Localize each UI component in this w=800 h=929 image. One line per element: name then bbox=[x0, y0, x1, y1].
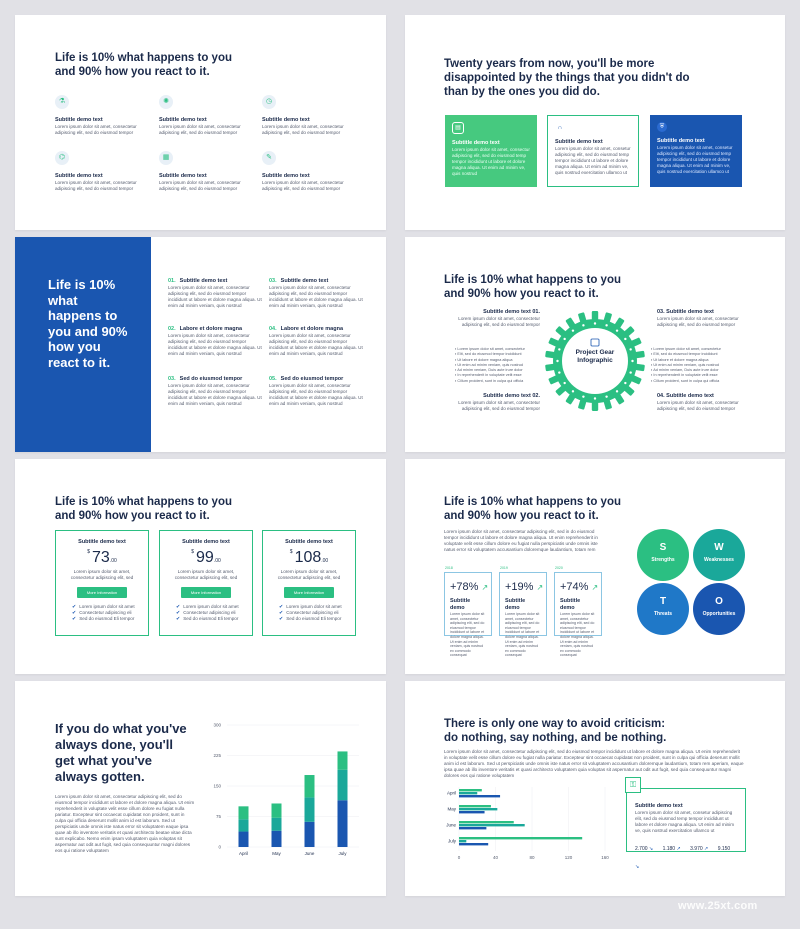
plan-heading: Subtitle demo text bbox=[285, 539, 333, 545]
bar-segment bbox=[239, 819, 249, 831]
title-line: and 90% how you react to it. bbox=[444, 288, 599, 300]
item-number: 03. bbox=[168, 376, 176, 382]
stat-card bbox=[444, 566, 492, 658]
gear-rivet bbox=[616, 390, 618, 392]
gear-list-item: ▪ Ad minim veniam, Duis aute irure dolor bbox=[455, 368, 523, 373]
kpi-number: 1.180 bbox=[662, 846, 676, 852]
check-icon: ✔ bbox=[72, 610, 77, 616]
swot-opportunities bbox=[693, 583, 745, 635]
feature-body: Lorem ipsum dolor sit amet, consectetur adipiscing elit, sed do eiusmod tempor bbox=[159, 124, 241, 135]
gear-rivet bbox=[558, 371, 560, 373]
label-body: Lorem ipsum dolor sit amet, consectetur adipiscing elit, sed do eiusmod tempor bbox=[657, 400, 739, 411]
swot-word: Threats bbox=[653, 611, 673, 617]
gear-rivet bbox=[616, 329, 618, 331]
bar-segment bbox=[338, 751, 348, 769]
plan-features bbox=[72, 604, 148, 622]
numbered-item bbox=[168, 376, 263, 407]
x-tick-label: 120 bbox=[564, 855, 573, 860]
feature-text: Lorem ipsum dolor sit amet bbox=[183, 604, 239, 609]
plan-price: 108 bbox=[294, 549, 322, 566]
bar bbox=[459, 795, 500, 797]
bar bbox=[459, 811, 485, 813]
bar-segment bbox=[305, 797, 315, 821]
swot-word: Weaknesses bbox=[704, 557, 734, 563]
gear-rivet bbox=[572, 329, 574, 331]
item-number: 04. bbox=[269, 326, 277, 332]
slide-7-title bbox=[55, 721, 187, 785]
stat-heading: Subtitle demo bbox=[450, 598, 471, 611]
slide-2-title bbox=[444, 57, 690, 99]
swot-letter: W bbox=[714, 542, 724, 553]
x-tick-label: 160 bbox=[601, 855, 609, 860]
y-tick-label: 0 bbox=[218, 844, 221, 850]
plan-price: 73 bbox=[92, 549, 110, 566]
feature-body: Lorem ipsum dolor sit amet, consectetur adipiscing elit, sed do eiusmod tempor bbox=[262, 180, 344, 191]
bar bbox=[459, 789, 482, 791]
stat-heading: Subtitle demo bbox=[505, 598, 526, 611]
bar bbox=[459, 821, 514, 823]
gear-list-item: ▪ Ut enim ad minim veniam, quis nostrud bbox=[455, 362, 524, 367]
title-line: do nothing, say nothing, and be nothing. bbox=[444, 732, 667, 744]
feature-item bbox=[262, 95, 362, 136]
swot-letter: S bbox=[659, 542, 667, 553]
gear-rivet bbox=[572, 390, 574, 392]
bar-segment bbox=[239, 806, 249, 819]
y-tick-label: 150 bbox=[213, 783, 221, 789]
check-icon: ✔ bbox=[279, 604, 284, 610]
plan-currency: $ bbox=[191, 549, 195, 555]
gear-rivet bbox=[624, 382, 626, 384]
kpi-number: 3.970 bbox=[690, 846, 703, 852]
slide-8-title bbox=[444, 717, 666, 745]
slide-7[interactable] bbox=[15, 681, 386, 896]
item-body: Lorem ipsum dolor sit amet, consectetur adipiscing elit, sed do eiusmod tempor incididunt ut labore et dolore magna aliqua. Ut enim ad minim veniam, quis nostrud bbox=[168, 383, 262, 406]
bar-segment bbox=[272, 803, 282, 817]
box-body: Lorem ipsum dolor sit amet, consetur adipiscing elit, sed do eiusmod temp tempor incididunt ut labore et dolore magna aliqua. Ut enim ad minim ve, quis nostrud exercitation ullamco ut bbox=[657, 145, 733, 174]
bar-segment bbox=[305, 822, 315, 847]
panel-quote: Life is 10% what happens to you and 90% how you react to it. bbox=[48, 277, 128, 370]
bar bbox=[459, 843, 488, 845]
slide-2[interactable] bbox=[405, 15, 785, 230]
plan-heading: Subtitle demo text bbox=[78, 539, 126, 545]
bar-segment bbox=[239, 832, 249, 847]
x-tick-label: 40 bbox=[492, 855, 499, 860]
stat-percent: +19% bbox=[505, 581, 534, 593]
feature-heading: Subtitle demo text bbox=[159, 117, 207, 123]
virus-icon: ✺ bbox=[159, 95, 173, 109]
plan-desc: Lorem ipsum dolor sit amet, consectetur adipiscing elit, sed bbox=[70, 569, 134, 580]
bar bbox=[459, 808, 497, 810]
feature-item bbox=[55, 151, 155, 192]
more-information-button[interactable]: More Information bbox=[284, 587, 334, 598]
feature-heading: Subtitle demo text bbox=[262, 173, 310, 179]
feature-heading: Subtitle demo text bbox=[55, 173, 103, 179]
item-body: Lorem ipsum dolor sit amet, consectetur adipiscing elit, sed do eiusmod tempor incididunt ut labore et dolore magna aliqua. Ut enim ad minim veniam, quis nostrud bbox=[269, 285, 363, 308]
title-line: Life is 10% what happens to you bbox=[55, 496, 233, 508]
box-body: Lorem ipsum dolor sit amet, consetur adipiscing elit, sed do eiusmod temp tempor incididunt ut labore et dolore magna aliqua. Ut enim ad minim ve, quis nostrud exercitation ullamco ut bbox=[635, 810, 735, 833]
y-tick-label: June bbox=[446, 822, 456, 828]
slide-4-title bbox=[444, 273, 621, 301]
intro-text: Lorem ipsum dolor sit amet, consectetur adipiscing elit, sed do eiusmod tempor incididunt ut labore et dolore magna aliqua. Ut enim reprehenderit in voluptate velit esse cillum dolore eu fugiat nulla pariatur. Excepteur sint occaecat cupidatat non proident, sunt in culpa qui officia deserunt mollit anim id est laborum. Sed ut perspiciatis unde omnis iste natus error sit voluptatem accusantium doloremque laudantium, totam rem aperiam, eaque ipsa quae ab illo inventore veritatis et quasi architecto voluptatem quia voluptas sit aspernatur aut odit aut fugit, sed quia consequuntur magni dolores eos qui ratione voluptatem bbox=[444, 749, 744, 778]
horizontal-bar-chart bbox=[437, 785, 609, 865]
feature-text: Consectetur adipiscing eli bbox=[183, 610, 236, 615]
label-body: Lorem ipsum dolor sit amet, consectetur adipiscing elit, sed do eiusmod tempor bbox=[458, 316, 540, 327]
kpi-value bbox=[635, 846, 653, 852]
check-icon: ✔ bbox=[279, 616, 284, 622]
numbered-item bbox=[269, 326, 364, 357]
label-body: Lorem ipsum dolor sit amet, consectetur adipiscing elit, sed do eiusmod tempor bbox=[657, 316, 739, 327]
item-number: 05. bbox=[269, 376, 277, 382]
shield-icon: ⛨ bbox=[657, 122, 667, 132]
title-line: If you do what you've bbox=[55, 721, 187, 736]
slide-4[interactable] bbox=[405, 237, 785, 452]
stat-body: Lorem ipsum dolor sit amet, consectetur adipiscing elit, sed do eiusmod tempor incididunt ut labore et dolore magna aliqua. Ut enim ad minim veniam, quis nostrud ex commodo consequat bbox=[505, 612, 540, 658]
gear-list-item: ▪ In reprehenderit in voluptate velit esse bbox=[651, 373, 718, 378]
y-tick-label: July bbox=[447, 838, 456, 844]
x-tick-label: June bbox=[304, 851, 315, 856]
stat-percent: +78% bbox=[450, 581, 479, 593]
gear-list-item: ▪ Ut labore et dolore magna aliqua bbox=[651, 357, 709, 362]
item-number: 02. bbox=[168, 326, 176, 332]
box-body: Lorem ipsum dolor sit amet, consetur adipiscing elit, sed do eiusmod temp tempor incididunt ut labore et dolore magna aliqua. Ut enim ad minim ve, quis nostrud exercitation ullamco ut bbox=[555, 146, 631, 175]
item-heading: Labore et dolore magna bbox=[179, 326, 243, 332]
gear-list-item: ▪ Lorem ipsum dolor sit amet, consectetur bbox=[651, 347, 721, 351]
key-icon: ⚿ bbox=[625, 777, 641, 793]
arrow-down-right-icon: ↘ bbox=[648, 846, 654, 852]
swot-weaknesses bbox=[693, 529, 745, 581]
feature-text: Sed do eiusmod Eli tempor bbox=[183, 616, 239, 621]
swot-word: Strengths bbox=[651, 557, 675, 563]
plan-heading: Subtitle demo text bbox=[182, 539, 230, 545]
title-line: always gotten. bbox=[55, 769, 145, 784]
gear-list-item: ▪ Ad minim veniam, Duis aute irure dolor bbox=[651, 368, 719, 373]
feature-item bbox=[262, 151, 362, 192]
item-body: Lorem ipsum dolor sit amet, consectetur adipiscing elit, sed do eiusmod tempor incididunt ut labore et dolore magna aliqua. Ut enim ad minim veniam, quis nostrud bbox=[269, 333, 363, 356]
gear-rivet bbox=[624, 338, 626, 340]
x-tick-label: 80 bbox=[529, 855, 535, 860]
gear-right-list bbox=[651, 347, 736, 384]
box-heading: Subtitle demo text bbox=[555, 139, 603, 145]
arrow-up-right-icon: ↗ bbox=[591, 583, 599, 592]
plan-currency: $ bbox=[289, 549, 293, 555]
feature-body: Lorem ipsum dolor sit amet, consectetur adipiscing elit, sed do eiusmod tempor bbox=[262, 124, 344, 135]
feature-body: Lorem ipsum dolor sit amet, consectetur adipiscing elit, sed do eiusmod tempor bbox=[159, 180, 241, 191]
title-line: than by the ones you did do. bbox=[444, 86, 600, 98]
bar bbox=[459, 792, 477, 794]
item-body: Lorem ipsum dolor sit amet, consectetur adipiscing elit, sed do eiusmod tempor incididunt ut labore et dolore magna aliqua. Ut enim ad minim veniam, quis nostrud bbox=[168, 285, 262, 308]
feature-text: Sed do eiusmod Eli tempor bbox=[79, 616, 135, 621]
stat-card bbox=[554, 566, 602, 658]
title-line: There is only one way to avoid criticism: bbox=[444, 718, 666, 730]
plan-price: 99 bbox=[196, 549, 214, 566]
slide-1-title bbox=[55, 51, 232, 79]
feature-body: Lorem ipsum dolor sit amet, consectetur adipiscing elit, sed do eiusmod tempor bbox=[55, 124, 137, 135]
arrow-down-right-icon: ↘ bbox=[635, 864, 640, 870]
gear-center-label bbox=[545, 349, 645, 365]
building-icon: ▦ bbox=[159, 151, 173, 165]
plan-cents: .00 bbox=[109, 558, 117, 564]
title-line: Twenty years from now, you'll be more bbox=[444, 58, 655, 70]
check-icon: ✔ bbox=[72, 616, 77, 622]
plan-feature bbox=[72, 616, 148, 622]
gear-list-item: ▪ Ut enim ad minim veniam, quis nostrud bbox=[651, 362, 720, 367]
kpi-row bbox=[635, 837, 737, 873]
bar-segment bbox=[338, 800, 348, 847]
more-information-button[interactable]: More Information bbox=[181, 587, 231, 598]
kpi-number: 9.150 bbox=[717, 846, 731, 852]
item-number: 03. bbox=[269, 278, 277, 284]
title-line: Life is 10% what happens to you bbox=[444, 496, 622, 508]
item-heading: Labore et dolore magna bbox=[280, 326, 344, 332]
center-line: Project Gear bbox=[575, 349, 615, 356]
swot-threats bbox=[637, 583, 689, 635]
y-tick-label: April bbox=[446, 790, 456, 796]
check-icon: ✔ bbox=[176, 616, 181, 622]
title-line: Life is 10% what happens to you bbox=[444, 274, 622, 286]
gear-list-item: ▪ Cillum proident, sunt in culpa qui officia bbox=[455, 378, 524, 383]
gear-rivet bbox=[582, 324, 584, 326]
microscope-icon: ⌬ bbox=[55, 151, 69, 165]
x-tick-label: July bbox=[338, 851, 347, 856]
arrow-up-right-icon: ↗ bbox=[481, 583, 489, 592]
item-heading: Sed do eiusmod tempor bbox=[179, 376, 243, 382]
bar bbox=[459, 827, 486, 829]
gear-rivet bbox=[594, 322, 596, 324]
gear-left-list bbox=[455, 347, 540, 384]
x-tick-label: May bbox=[272, 851, 281, 856]
feature-heading: Subtitle demo text bbox=[55, 117, 103, 123]
title-line: always done, you'll bbox=[55, 737, 173, 752]
gear-list-item: ▪ Ut labore et dolore magna aliqua bbox=[455, 357, 513, 362]
gear-list-item: ▪ Cillum proident, sunt in culpa qui officia bbox=[651, 378, 720, 383]
numbered-item bbox=[168, 278, 263, 309]
stat-year: 2018 bbox=[445, 566, 453, 570]
slide-8[interactable] bbox=[405, 681, 785, 896]
flask-icon: ⚗ bbox=[55, 95, 69, 109]
feature-box-blue bbox=[650, 115, 742, 187]
item-heading: Sed do eiusmod tempor bbox=[280, 376, 344, 382]
item-heading: Subtitle demo text bbox=[179, 278, 228, 284]
kpi-value bbox=[690, 846, 708, 852]
kpi-number: 2.700 bbox=[635, 846, 648, 852]
title-line: get what you've bbox=[55, 753, 152, 768]
gear-list-item: ▪ In reprehenderit in voluptate velit esse bbox=[455, 373, 522, 378]
magnet-icon: ∩ bbox=[557, 125, 563, 131]
bar-segment bbox=[338, 770, 348, 801]
gear-graphic bbox=[545, 311, 645, 411]
x-tick-label: April bbox=[238, 851, 249, 856]
gear-tooth bbox=[592, 402, 598, 411]
blue-panel bbox=[15, 237, 151, 452]
feature-item bbox=[55, 95, 155, 136]
item-heading: Subtitle demo text bbox=[280, 278, 329, 284]
slide-1[interactable] bbox=[15, 15, 386, 230]
pricing-card bbox=[159, 530, 253, 636]
feature-body: Lorem ipsum dolor sit amet, consectetur adipiscing elit, sed do eiusmod tempor bbox=[55, 180, 137, 191]
swot-letter: T bbox=[659, 596, 667, 607]
watermark: www.25xt.com bbox=[678, 900, 758, 912]
gear-rivet bbox=[594, 397, 596, 399]
feature-item bbox=[159, 151, 259, 192]
box-heading: Subtitle demo text bbox=[452, 140, 500, 146]
clipboard-icon: ▤ bbox=[452, 122, 464, 134]
plan-cents: .00 bbox=[321, 558, 329, 564]
box-heading: Subtitle demo text bbox=[635, 803, 683, 809]
arrow-up-right-icon: ↗ bbox=[704, 846, 709, 852]
slide-3[interactable] bbox=[15, 237, 386, 452]
label-heading: 03. Subtitle demo text bbox=[657, 309, 714, 315]
stopwatch-icon: ◷ bbox=[262, 95, 276, 109]
plan-desc: Lorem ipsum dolor sit amet, consectetur adipiscing elit, sed bbox=[277, 569, 341, 580]
box-heading: Subtitle demo text bbox=[657, 138, 705, 144]
bar-segment bbox=[272, 818, 282, 831]
title-line: and 90% how you react to it. bbox=[55, 510, 210, 522]
bar-segment bbox=[305, 775, 315, 797]
swot-word: Opportunities bbox=[702, 611, 736, 617]
stat-year: 2019 bbox=[500, 566, 508, 570]
y-tick-label: 300 bbox=[213, 722, 221, 728]
bar bbox=[459, 824, 525, 826]
label-heading: Subtitle demo text 02. bbox=[483, 393, 540, 399]
stat-body: Lorem ipsum dolor sit amet, consectetur adipiscing elit, sed do eiusmod tempor incididunt ut labore et dolore magna aliqua. Ut enim ad minim veniam, quis nostrud ex commodo consequat bbox=[560, 612, 595, 658]
item-number: 01. bbox=[168, 278, 176, 284]
feature-heading: Subtitle demo text bbox=[159, 173, 207, 179]
gear-rivet bbox=[563, 338, 565, 340]
more-information-button[interactable]: More Information bbox=[77, 587, 127, 598]
label-heading: Subtitle demo text 01. bbox=[483, 309, 540, 315]
check-icon: ✔ bbox=[72, 604, 77, 610]
plan-feature bbox=[279, 616, 355, 622]
pricing-card bbox=[55, 530, 149, 636]
numbered-item bbox=[168, 326, 263, 357]
numbered-item bbox=[269, 278, 364, 309]
slide-5[interactable] bbox=[15, 459, 386, 674]
feature-text: Lorem ipsum dolor sit amet bbox=[79, 604, 135, 609]
swot-strengths bbox=[637, 529, 689, 581]
gear-rivet bbox=[563, 382, 565, 384]
y-tick-label: 225 bbox=[213, 753, 221, 759]
plan-currency: $ bbox=[87, 549, 91, 555]
x-tick-label: 0 bbox=[457, 855, 461, 860]
check-icon: ✔ bbox=[176, 610, 181, 616]
gear-list-item: ▪ Elit, sed do eiusmod tempor incididunt bbox=[651, 352, 718, 357]
plan-desc: Lorem ipsum dolor sit amet, consectetur adipiscing elit, sed bbox=[174, 569, 238, 580]
bar bbox=[459, 805, 491, 807]
arrow-up-right-icon: ↗ bbox=[676, 846, 681, 852]
label-heading: 04. Subtitle demo text bbox=[657, 393, 714, 399]
title-line: disappointed by the things that you didn't do bbox=[444, 72, 690, 84]
feature-box-green bbox=[445, 115, 537, 187]
kpi-value bbox=[663, 846, 681, 852]
title-line: and 90% how you react to it. bbox=[444, 510, 599, 522]
slide-6-title bbox=[444, 495, 621, 523]
bar bbox=[459, 837, 582, 839]
tools-icon: ✎ bbox=[262, 151, 276, 165]
kpi-box bbox=[626, 780, 746, 870]
slide-6[interactable] bbox=[405, 459, 785, 674]
title-line: and 90% how you react to it. bbox=[55, 66, 210, 78]
pricing-card bbox=[262, 530, 356, 636]
bar bbox=[459, 840, 466, 842]
intro-text: Lorem ipsum dolor sit amet, consectetur adipiscing elit, sed in do eiusmod tempor incididunt ut labore et dolore magna aliqua. Ut enim reprehenderit in voluptate velit esse cillum dolore eu fugiat nulla perspiciatis unde omnis iste natus error sit voluptatem accusantium doloremque laudantium, totam rem bbox=[444, 529, 598, 552]
feature-text: Lorem ipsum dolor sit amet bbox=[286, 604, 342, 609]
stacked-bar-chart bbox=[203, 719, 363, 861]
stat-heading: Subtitle demo bbox=[560, 598, 581, 611]
plan-feature bbox=[176, 616, 252, 622]
gear-rivet bbox=[605, 395, 607, 397]
body-text: Lorem ipsum dolor sit amet, consectetur adipiscing elit, sed do eiusmod tempor incididunt ut labore et dolore magna aliqua. Ut enim reprehenderit in voluptate velit esse cillum dolore eu fugiat nulla pariatur. Excepteur sint occaecat cupidatat non proident, sunt in culpa qui officia deserunt mollit anim id est laborum. Sed ut perspiciatis unde omnis iste natus error sit voluptatem eaque ipsa quae ab illo inventore veritatis et quasi architecto beatae vitae dicta sunt explicabo. Nemo enim ipsam voluptatem quia voluptas sit aspernatur aut odit aut fugit, sed quia consequuntur magni dolores eos qui ratione voluptatem bbox=[55, 794, 195, 853]
check-icon: ✔ bbox=[176, 604, 181, 610]
swot-letter: O bbox=[715, 596, 723, 607]
gear-rivet bbox=[582, 395, 584, 397]
plan-features bbox=[279, 604, 355, 622]
title-line: Life is 10% what happens to you bbox=[55, 52, 233, 64]
feature-heading: Subtitle demo text bbox=[262, 117, 310, 123]
slide-5-title bbox=[55, 495, 232, 523]
feature-text: Consectetur adipiscing eli bbox=[286, 610, 339, 615]
bar-segment bbox=[272, 831, 282, 847]
box-body: Lorem ipsum dolor sit amet, consectur adipiscing elit, sed do eiusmod temp tempor incididunt ut labore et dolore magna aliqua. Ut enim ad minim ve, quis nostrud bbox=[452, 147, 530, 176]
item-body: Lorem ipsum dolor sit amet, consectetur adipiscing elit, sed do eiusmod tempor incididunt ut labore et dolore magna aliqua. Ut enim ad minim veniam, quis nostrud bbox=[168, 333, 262, 356]
label-body: Lorem ipsum dolor sit amet, consectetur adipiscing elit, sed do eiusmod tempor bbox=[458, 400, 540, 411]
stat-card bbox=[499, 566, 547, 658]
plan-cents: .00 bbox=[213, 558, 221, 564]
stat-year: 2020 bbox=[555, 566, 563, 570]
gear-label-bl bbox=[450, 393, 540, 412]
gear-tooth bbox=[592, 311, 598, 320]
gear-rivet bbox=[605, 324, 607, 326]
gear-label-tl bbox=[450, 309, 540, 328]
feature-box-outline bbox=[547, 115, 639, 187]
stat-body: Lorem ipsum dolor sit amet, consectetur adipiscing elit, sed do eiusmod tempor incididunt ut labore et dolore magna aliqua. Ut enim ad minim veniam, quis nostrud ex commodo consequat bbox=[450, 612, 485, 658]
gear-rivet bbox=[629, 371, 631, 373]
gear-label-br bbox=[657, 393, 747, 412]
feature-text: Consectetur adipiscing eli bbox=[79, 610, 132, 615]
y-tick-label: 75 bbox=[215, 814, 221, 820]
gear-label-tr bbox=[657, 309, 747, 328]
item-body: Lorem ipsum dolor sit amet, consectetur adipiscing elit, sed do eiusmod tempor incididunt ut labore et dolore magna aliqua. Ut enim ad minim veniam, quis nostrud bbox=[269, 383, 363, 406]
check-icon: ✔ bbox=[279, 610, 284, 616]
feature-item bbox=[159, 95, 259, 136]
gear-list-item: ▪ Elit, sed do eiusmod tempor incididunt bbox=[455, 352, 522, 357]
gear-list-item: ▪ Lorem ipsum dolor sit amet, consectetur bbox=[455, 347, 525, 351]
y-tick-label: May bbox=[447, 806, 456, 812]
stat-percent: +74% bbox=[560, 581, 589, 593]
plan-features bbox=[176, 604, 252, 622]
arrow-up-right-icon: ↗ bbox=[536, 583, 544, 592]
feature-text: Sed do eiusmod Eli tempor bbox=[286, 616, 342, 621]
center-line: Infographic bbox=[577, 357, 613, 364]
numbered-item bbox=[269, 376, 364, 407]
